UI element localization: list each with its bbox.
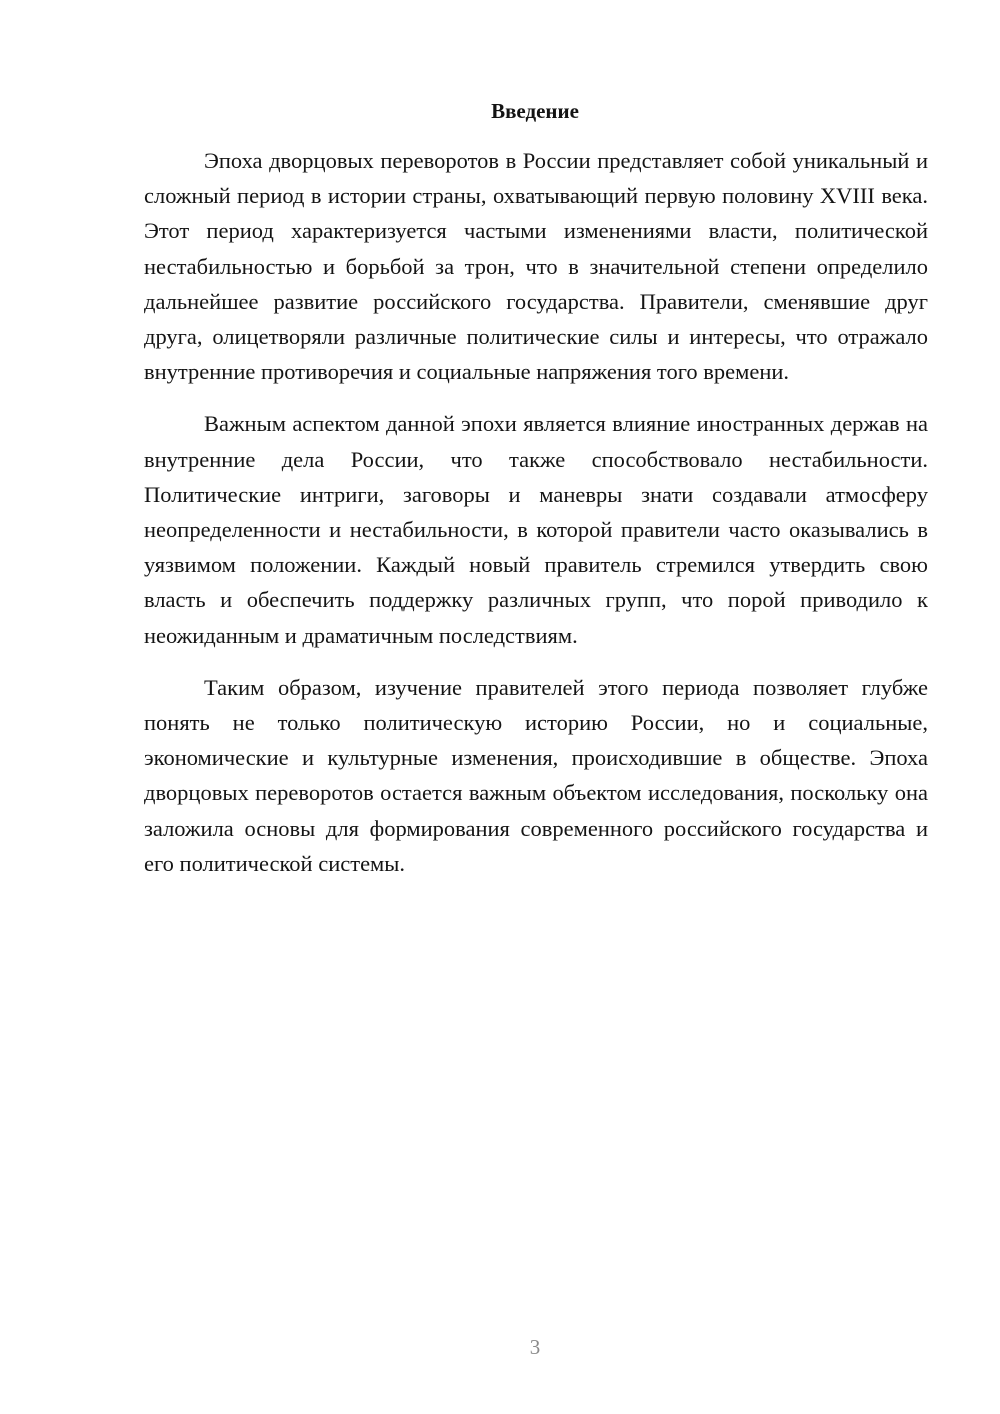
section-heading: Введение [491,99,579,123]
paragraph-1: Эпоха дворцовых переворотов в России представляет собой уникальный и сложный период в истории страны, охватывающий первую половину XVIII века. Этот период характеризуется частыми изменениями власти, политической нестабильностью и борьбой за трон, что в значительной степени определило дальнейшее развитие российского государства. Правители, сменявшие друг друга, олицетворяли различные политические силы и интересы, что отражало внутренние противоречия и социальные напряжения того времени. [144,148,928,385]
paragraph-2: Важным аспектом данной эпохи является влияние иностранных держав на внутренние дела России, что также способствовало нестабильности. Политические интриги, заговоры и маневры знати создавали атмосферу неопределенности и нестабильности, в которой правители часто оказывались в уязвимом положении. Каждый новый правитель стремился утвердить свою власть и обеспечить поддержку различных групп, что порой приводило к неожиданным и драматичным последствиям. [144,411,928,648]
body-text [144,143,928,898]
page-number: 3 [529,1335,541,1359]
paragraph-3: Таким образом, изучение правителей этого периода позволяет глубже понять не только политическую историю России, но и социальные, экономические и культурные изменения, происходившие в обществе. Эпоха дворцовых переворотов остается важным объектом исследования, поскольку она заложила основы для формирования современного российского государства и его политической системы. [144,674,928,876]
